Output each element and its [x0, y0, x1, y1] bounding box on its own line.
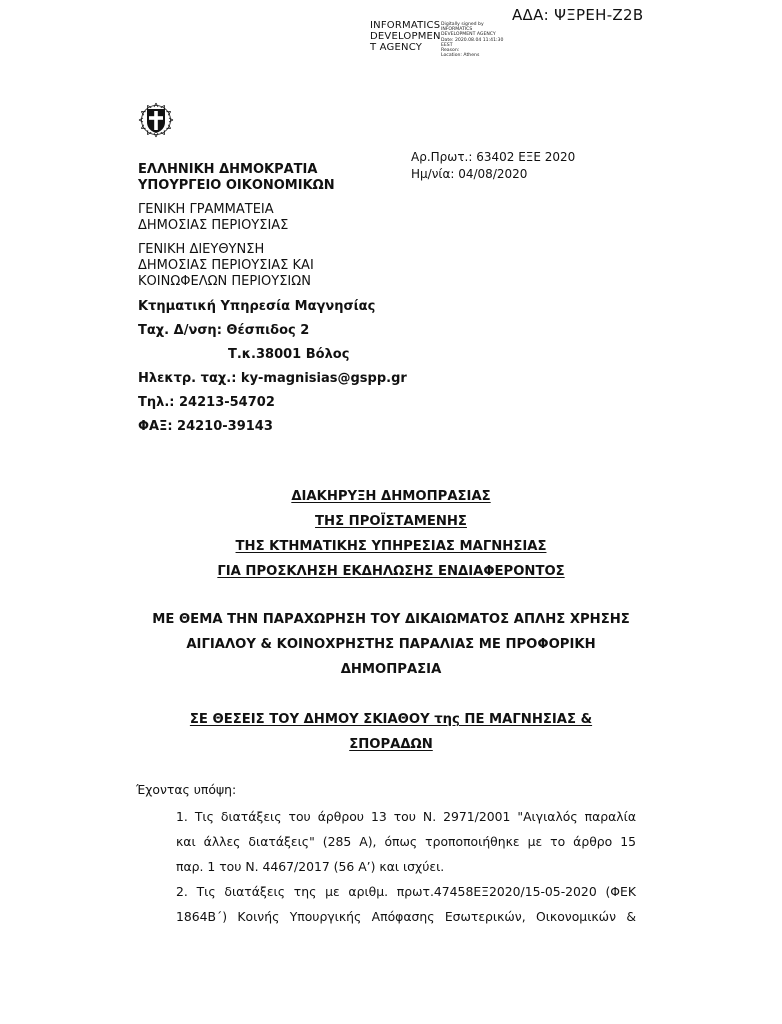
signature-detail-line: EEST [441, 42, 453, 48]
consideration-line: 1864Β΄) Κοινής Υπουργικής Απόφασης Εσωτερικών, Οικονομικών & [176, 909, 636, 924]
title-line: ΔΙΑΚΗΡΥΞΗ ΔΗΜΟΠΡΑΣΙΑΣ [291, 489, 491, 504]
location-line: ΣΕ ΘΕΣΕΙΣ ΤΟΥ ΔΗΜΟΥ ΣΚΙΑΘΟΥ της ΠΕ ΜΑΓΝΗΣΙΑΣ & [189, 712, 593, 727]
greek-emblem-icon [138, 102, 174, 138]
signature-agency-line: DEVELOPMEN [370, 31, 441, 42]
header-secretariat-line: ΔΗΜΟΣΙΑΣ ΠΕΡΙΟΥΣΙΑΣ [138, 218, 289, 233]
signature-detail-line: Location: Athens [441, 53, 480, 59]
email-line: Ηλεκτρ. ταχ.: ky-magnisias@gspp.gr [138, 371, 407, 386]
intro-text: Έχοντας υπόψη: [136, 782, 237, 797]
consideration-line: παρ. 1 του Ν. 4467/2017 (56 Α’) και ισχύει. [176, 859, 445, 874]
subject-line: ΜΕ ΘΕΜΑ ΤΗΝ ΠΑΡΑΧΩΡΗΣΗ ΤΟΥ ΔΙΚΑΙΩΜΑΤΟΣ ΑΠΛΗΣ ΧΡΗΣΗΣ [152, 612, 630, 627]
location-line: ΣΠΟΡΑΔΩΝ [349, 737, 433, 752]
header-republic: ΕΛΛΗΝΙΚΗ ΔΗΜΟΚΡΑΤΙΑ [138, 162, 318, 177]
signature-detail-line: Date: 2020.08.04 11:41:30 [441, 37, 504, 43]
signature-detail-line: Reason: [441, 48, 460, 54]
protocol-number: Αρ.Πρωτ.: 63402 ΕΞΕ 2020 [411, 150, 576, 164]
signature-agency-line: T AGENCY [370, 42, 423, 53]
protocol-date: Ημ/νία: 04/08/2020 [411, 167, 528, 181]
subject-line: ΑΙΓΙΑΛΟΥ & ΚΟΙΝΟΧΡΗΣΤΗΣ ΠΑΡΑΛΙΑΣ ΜΕ ΠΡΟΦΟΡΙΚΗ [186, 637, 596, 652]
ada-code: ΑΔΑ: ΨΞΡΕΗ-Ζ2Β [512, 6, 644, 24]
header-directorate-line: ΔΗΜΟΣΙΑΣ ΠΕΡΙΟΥΣΙΑΣ ΚΑΙ [138, 258, 314, 273]
subject-line: ΔΗΜΟΠΡΑΣΙΑ [340, 662, 442, 677]
signature-detail-line: DEVELOPMENT AGENCY [441, 32, 496, 38]
header-directorate-line: ΓΕΝΙΚΗ ΔΙΕΥΘΥΝΣΗ [138, 242, 265, 257]
consideration-line: και άλλες διατάξεις" (285 Α), όπως τροποποιήθηκε με το άρθρο 15 [176, 834, 636, 849]
signature-detail-line: Digitally signed by [441, 22, 484, 27]
phone-line: Τηλ.: 24213-54702 [138, 395, 275, 410]
title-line: ΓΙΑ ΠΡΟΣΚΛΗΣΗ ΕΚΔΗΛΩΣΗΣ ΕΝΔΙΑΦΕΡΟΝΤΟΣ [217, 564, 565, 579]
signature-details [441, 22, 503, 58]
title-line: ΤΗΣ ΚΤΗΜΑΤΙΚΗΣ ΥΠΗΡΕΣΙΑΣ ΜΑΓΝΗΣΙΑΣ [235, 539, 547, 554]
consideration-line: 2. Τις διατάξεις της με αριθμ. πρωτ.47458ΕΞ2020/15-05-2020 (ΦΕΚ [176, 884, 636, 899]
signature-agency-line: INFORMATICS [370, 20, 441, 31]
header-directorate-line: ΚΟΙΝΩΦΕΛΩΝ ΠΕΡΙΟΥΣΙΩΝ [138, 274, 311, 289]
title-line: ΤΗΣ ΠΡΟΪΣΤΑΜΕΝΗΣ [315, 514, 467, 529]
postal-address: Ταχ. Δ/νση: Θέσπιδος 2 [138, 323, 310, 338]
fax-line: ΦΑΞ: 24210-39143 [138, 419, 273, 434]
service-name: Κτηματική Υπηρεσία Μαγνησίας [138, 299, 376, 314]
header-secretariat-line: ΓΕΝΙΚΗ ΓΡΑΜΜΑΤΕΙΑ [138, 202, 274, 217]
postal-code: Τ.κ.38001 Βόλος [228, 347, 350, 362]
header-ministry: ΥΠΟΥΡΓΕΙΟ ΟΙΚΟΝΟΜΙΚΩΝ [138, 178, 335, 193]
signature-agency [370, 21, 441, 54]
consideration-line: 1. Τις διατάξεις του άρθρου 13 του Ν. 2971/2001 "Αιγιαλός παραλία [176, 809, 636, 824]
signature-detail-line: INFORMATICS [441, 27, 473, 33]
